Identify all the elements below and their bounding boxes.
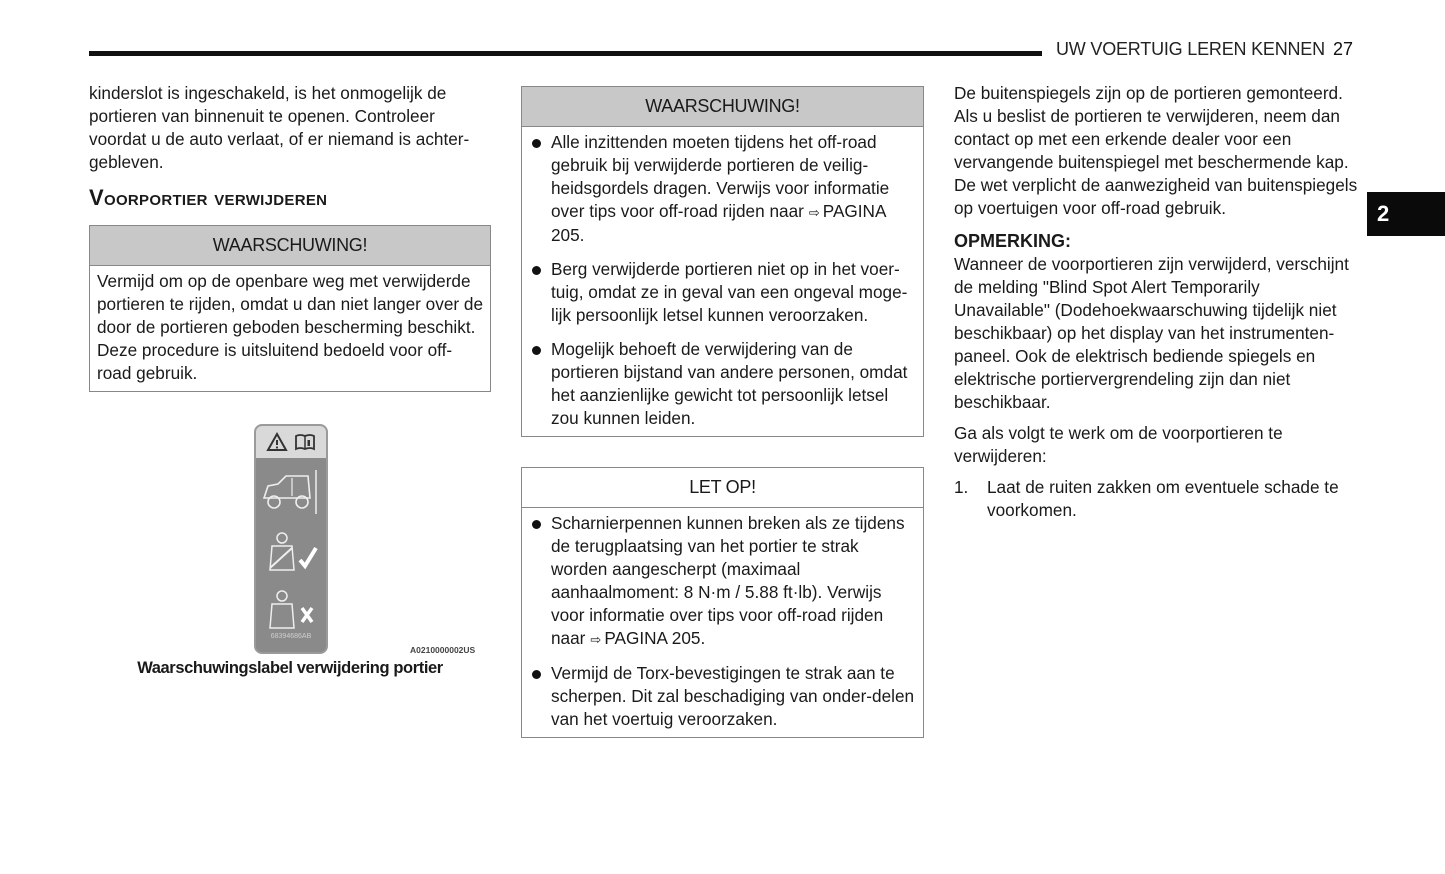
step-text: Laat de ruiten zakken om eventuele schade te voorkomen.	[987, 477, 1339, 520]
list-item: Mogelijk behoeft de verwijdering van de portieren bijstand van andere personen, omdat het aanzienlijke gewicht tot persoonlijk letsel zou kunnen leiden.	[529, 338, 916, 430]
label-header	[256, 426, 326, 458]
warning-box-title: WAARSCHUWING!	[90, 226, 490, 266]
step-item	[954, 476, 1359, 522]
procedure-intro: Ga als volgt te werk om de voorportieren te verwijderen:	[954, 423, 1283, 466]
note-text: Wanneer de voorportieren zijn verwijderd, verschijnt de melding "Blind Spot Alert Temporarily Unavailable" (Dodehoekwaarschuwing tijdelijk niet beschikbaar) op het display van het instrumenten-paneel. Ook de elektrisch bediende spiegels en elektrische portiervergrendeling zijn dan niet beschikbaar.	[954, 254, 1349, 412]
warning-box-text: Vermijd om op de openbare weg met verwijderde portieren te rijden, omdat u dan niet langer over de door de portieren geboden bescherming beschikt. Deze procedure is uitsluitend bedoeld voor off-road gebruik.	[97, 271, 484, 383]
page-ref-arrow-icon: ⇨	[808, 205, 820, 220]
seatbelt-fastened-icon	[260, 530, 322, 582]
intro-paragraph: kinderslot is ingeschakeld, is het onmogelijk de portieren van binnenuit te openen. Controleer voordat u de auto verlaat, of er niemand is achter-gebleven.	[89, 83, 470, 172]
list-item: Scharnierpennen kunnen breken als ze tijdens de terugplaatsing van het portier te strak worden aangescherpt (maximaal aanhaalmoment: 8 N·m / 5.88 ft·lb). Verwijs voor informatie over tips voor off-road rijden naar ⇨ PAGINA 205.	[529, 512, 916, 651]
mirrors-paragraph: De buitenspiegels zijn op de portieren gemonteerd. Als u beslist de portieren te verwijderen, neem dan contact op met een erkende dealer voor een vervangende buitenspiegel met beschermende kap. De wet verplicht de aanwezigheid van buitenspiegels op voertuigen voor off-road gebruik.	[954, 83, 1358, 218]
step-number: 1.	[954, 477, 969, 497]
jeep-doors-off-icon	[260, 464, 322, 524]
warning-box	[89, 225, 491, 392]
figure-caption: Waarschuwingslabel verwijdering portier	[137, 659, 443, 677]
check-icon	[300, 548, 316, 566]
warning-triangle-icon	[266, 432, 288, 452]
running-title: UW VOERTUIG LEREN KENNEN	[1056, 39, 1325, 59]
page-number: 27	[1333, 39, 1354, 59]
note-title: OPMERKING:	[954, 231, 1071, 251]
column-1	[89, 82, 491, 692]
list-item: Vermijd de Torx-bevestigingen te strak aan te scherpen. Dit zal beschadiging van onder-delen van het voertuig veroorzaken.	[529, 662, 916, 731]
column-3	[954, 82, 1359, 522]
figure-code: A0210000002US	[410, 645, 476, 655]
section-heading: Voorportier verwijderen	[89, 185, 328, 210]
column-2	[521, 86, 924, 768]
page-reference-link[interactable]: PAGINA 205.	[604, 628, 706, 648]
label-part-code: 68394686AB	[270, 633, 312, 640]
page-reference-link[interactable]: PAGINA 205.	[551, 201, 886, 245]
caution-box	[521, 467, 924, 738]
warning-box-2-title: WAARSCHUWING!	[522, 87, 923, 127]
chapter-tab[interactable]: 2	[1367, 192, 1445, 236]
header-rule	[89, 51, 1042, 56]
manual-book-icon	[294, 433, 316, 451]
list-item: Alle inzittenden moeten tijdens het off-road gebruik bij verwijderde portieren de veilig-heidsgordels dragen. Verwijs voor informatie over tips voor off-road rijden naar ⇨ PAGINA 205.	[529, 131, 916, 247]
door-warning-label-figure	[89, 422, 491, 692]
page-ref-arrow-icon: ⇨	[590, 632, 602, 647]
list-item: Berg verwijderde portieren niet op in het voer-tuig, omdat ze in geval van een ongeval moge-lijk persoonlijk letsel kunnen veroorzaken.	[529, 258, 916, 327]
warning-label-image	[254, 424, 328, 654]
warning-box-2	[521, 86, 924, 437]
caution-box-title: LET OP!	[522, 468, 923, 508]
procedure-steps	[954, 476, 1359, 522]
warning-list	[529, 131, 916, 430]
caution-list	[529, 512, 916, 731]
cross-icon	[302, 608, 312, 622]
